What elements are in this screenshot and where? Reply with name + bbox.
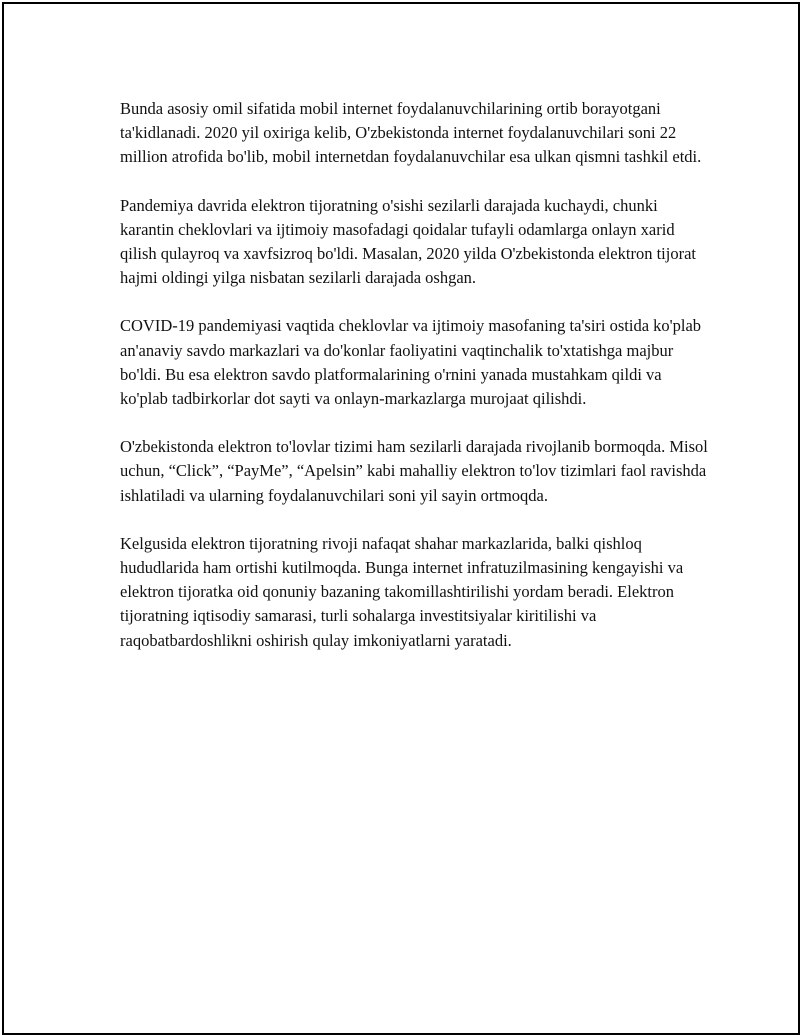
document-page xyxy=(2,2,800,1035)
document-body xyxy=(120,97,710,677)
paragraph-1: Bunda asosiy omil sifatida mobil internet foydalanuvchilarining ortib borayotgani ta'kidlanadi. 2020 yil oxiriga kelib, O'zbekistonda internet foydalanuvchilari soni 22 million atrofida bo'lib, mobil internetdan foydalanuvchilar esa ulkan qismni tashkil etdi. xyxy=(120,99,702,167)
paragraph-3: COVID-19 pandemiyasi vaqtida cheklovlar va ijtimoiy masofaning ta'siri ostida ko'plab an'anaviy savdo markazlari va do'konlar faoliyatini vaqtinchalik to'xtatishga majbur bo'ldi. Bu esa elektron savdo platformalarining o'rnini yanada mustahkam qildi va ko'plab tadbirkorlar dot sayti va onlayn-markazlarga murojaat qilishdi. xyxy=(120,316,702,409)
paragraph-5: Kelgusida elektron tijoratning rivoji nafaqat shahar markazlarida, balki qishloq hududlarida ham ortishi kutilmoqda. Bunga internet infratuzilmasining kengayishi va elektron tijoratka oid qonuniy bazaning takomillashtirilishi yordam beradi. Elektron tijoratning iqtisodiy samarasi, turli sohalarga investitsiyalar kiritilishi va raqobatbardoshlikni oshirish qulay imkoniyatlarni yaratadi. xyxy=(120,533,684,650)
paragraph-2: Pandemiya davrida elektron tijoratning o'sishi sezilarli darajada kuchaydi, chunki karantin cheklovlari va ijtimoiy masofadagi qoidalar tufayli odamlarga onlayn xarid qilish qulayroq va xavfsizroq bo'ldi. Masalan, 2020 yilda O'zbekistonda elektron tijorat hajmi oldingi yilga nisbatan sezilarli darajada oshgan. xyxy=(120,195,696,288)
paragraph-4: O'zbekistonda elektron to'lovlar tizimi ham sezilarli darajada rivojlanib bormoqda. Misol uchun, “Click”, “PayMe”, “Apelsin” kabi mahalliy elektron to'lov tizimlari faol ravishda ishlatiladi va ularning foydalanuvchilari soni yil sayin ortmoqda. xyxy=(120,437,708,505)
